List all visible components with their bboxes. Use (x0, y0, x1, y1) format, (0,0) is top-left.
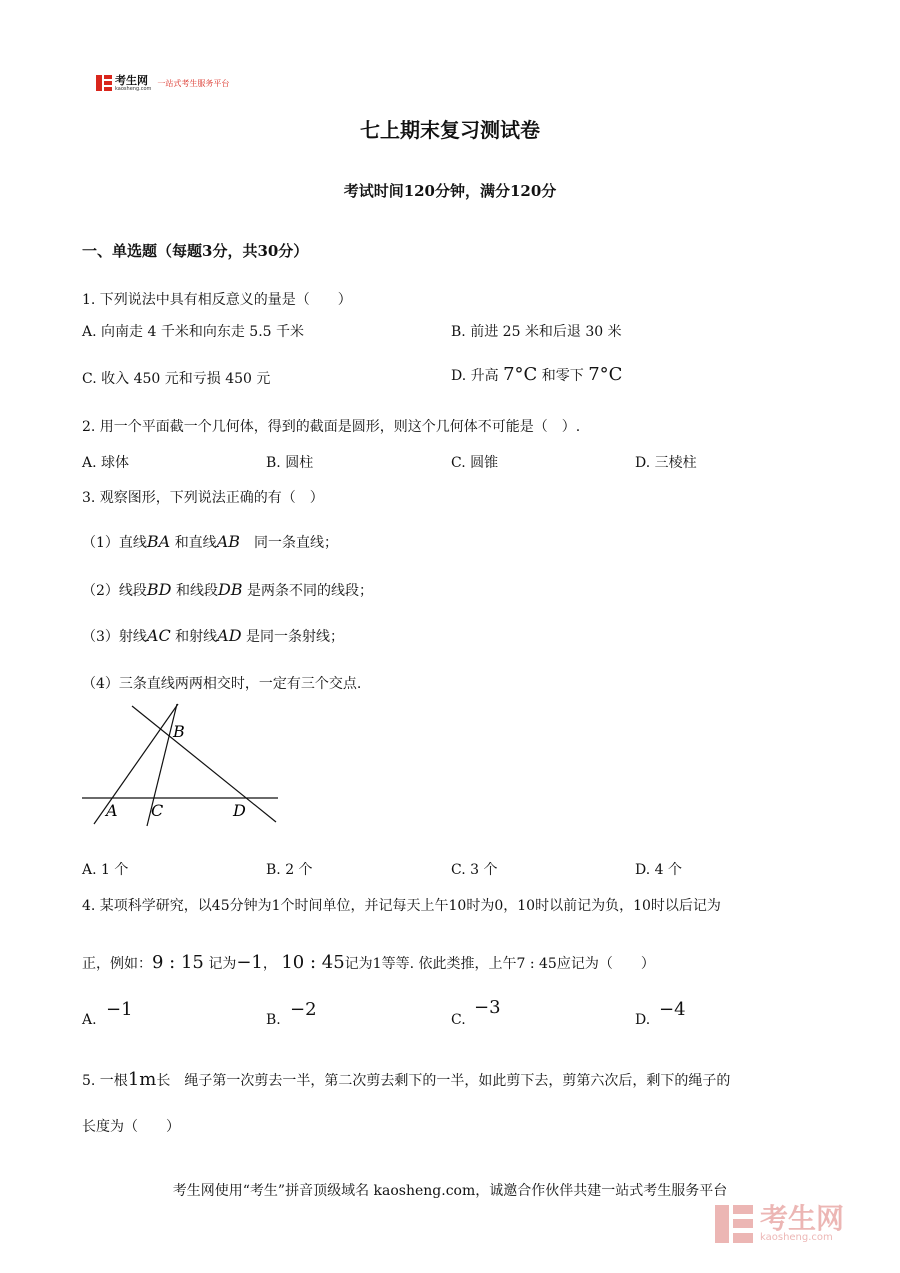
q3-option-d: D. 4 个 (635, 862, 682, 878)
q4-option-d: D. (635, 1012, 651, 1028)
q3-stem: 3. 观察图形，下列说法正确的有（ ） (82, 490, 324, 506)
q1-stem: 1. 下列说法中具有相反意义的量是（ ） (82, 292, 352, 308)
q2-option-a: A. 球体 (82, 455, 130, 471)
q2-option-b: B. 圆柱 (266, 455, 314, 471)
q3-statement-3: （3）射线AC 和射线AD 是同一条射线； (82, 626, 345, 645)
watermark-brand: 考生网 (760, 1202, 845, 1235)
q5-stem-line-1: 5. 一根1m长 绳子第一次剪去一半，第二次剪去剩下的一半，如此剪下去，剪第六次后，剩下的绳子的 (82, 1069, 731, 1090)
q3-statement-1: （1）直线BA 和直线AB 同一条直线； (82, 532, 338, 551)
q1-option-a: A. 向南走 4 千米和向东走 5.5 千米 (82, 324, 305, 340)
page-title: 七上期末复习测试卷 (360, 118, 540, 142)
q4-stem-line-2: 正，例如：9 : 15 记为−1， 10 : 45记为1等等. 依此类推，上午7 : 45应记为（ ） (82, 952, 655, 973)
geometry-figure (80, 700, 280, 830)
watermark (715, 1202, 845, 1243)
watermark-logo-icon (715, 1205, 753, 1243)
exam-info: 考试时间120分钟，满分120分 (343, 182, 557, 200)
q2-option-c: C. 圆锥 (451, 455, 499, 471)
header-logo (96, 72, 229, 94)
q4-option-a-value: −1 (106, 999, 133, 1020)
q1-option-b: B. 前进 25 米和后退 30 米 (451, 324, 622, 340)
q1-option-c: C. 收入 450 元和亏损 450 元 (82, 371, 271, 387)
q4-option-b: B. (266, 1012, 281, 1028)
q3-option-a: A. 1 个 (82, 862, 129, 878)
q4-option-c-value: −3 (474, 997, 501, 1018)
q2-stem: 2. 用一个平面截一个几何体，得到的截面是圆形，则这个几何体不可能是（ ）. (82, 419, 581, 435)
q4-option-c: C. (451, 1012, 466, 1028)
q4-option-a: A. (82, 1012, 97, 1028)
q4-option-d-value: −4 (659, 999, 686, 1020)
point-c-label: C (151, 801, 164, 820)
q5-stem-line-2: 长度为（ ） (82, 1119, 180, 1135)
point-d-label: D (233, 801, 246, 820)
q2-option-d: D. 三棱柱 (635, 455, 697, 471)
q4-option-b-value: −2 (290, 999, 317, 1020)
point-a-label: A (106, 801, 118, 820)
point-b-label: B (173, 722, 185, 741)
q4-stem-line-1: 4. 某项科学研究，以45分钟为1个时间单位，并记每天上午10时为0，10时以前记为负，10时以后记为 (82, 898, 721, 914)
watermark-domain: kaosheng.com (760, 1232, 833, 1243)
q3-option-b: B. 2 个 (266, 862, 313, 878)
q3-option-c: C. 3 个 (451, 862, 498, 878)
page-footer: 考生网使用“考生”拼音顶级域名 kaosheng.com，诚邀合作伙伴共建一站式考生服务平台 (172, 1183, 728, 1199)
logo-domain: kaosheng.com (115, 85, 152, 92)
q3-statement-2: （2）线段BD 和线段DB 是两条不同的线段； (82, 580, 374, 599)
section-heading: 一、单选题（每题3分，共30分） (82, 242, 309, 260)
q1-option-d: D. 升高 7°C 和零下 7°C (451, 364, 623, 385)
logo-slogan: 一站式考生服务平台 (157, 78, 230, 88)
kaosheng-logo-icon (96, 75, 112, 91)
logo-brand: 考生网 (115, 73, 148, 87)
q3-statement-4: （4）三条直线两两相交时，一定有三个交点. (82, 676, 362, 692)
